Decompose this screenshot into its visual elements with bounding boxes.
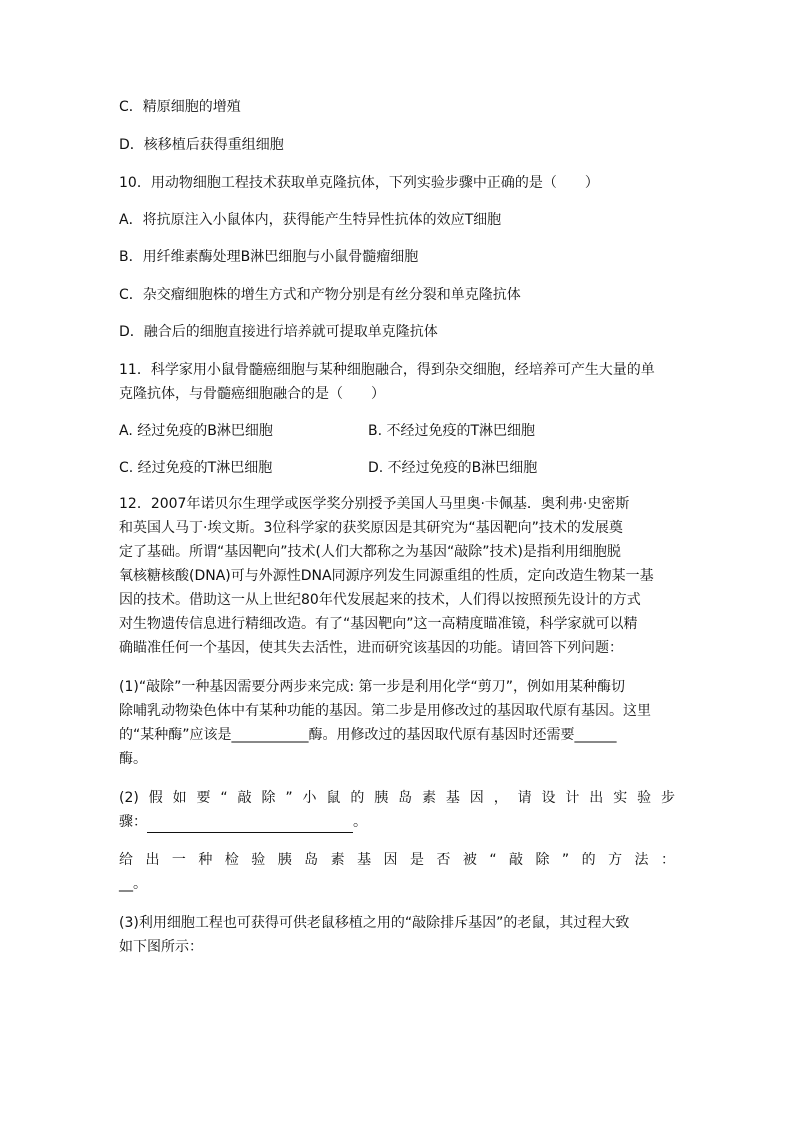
q9-option-c: C．精原细胞的增殖 [119, 99, 241, 115]
text: 。 [353, 814, 367, 830]
q9-option-d: D．核移植后获得重组细胞 [119, 137, 284, 153]
q12-sub1-line: (1)“敲除”一种基因需要分两步来完成: 第一步是利用化学“剪刀”，例如用某种酶切 [119, 679, 626, 695]
q11-stem-line2: 克隆抗体，与骨髓癌细胞融合的是（ ） [119, 386, 385, 402]
text: 。 [133, 876, 147, 892]
text: 酶。用修改过的基因取代原有基因时还需要 [308, 727, 575, 743]
q12-sub2-line2 [119, 812, 367, 833]
q12-para-line: 氧核糖核酸(DNA)可与外源性DNA同源序列发生同源重组的性质，定向改造生物某一基 [119, 568, 654, 584]
text: 的“某种酶”应该是 [119, 727, 232, 743]
q11-option-c: C. 经过免疫的T淋巴细胞 [119, 460, 273, 476]
q12-para-line: 确瞄准任何一个基因，使其失去活性，进而研究该基因的功能。请回答下列问题： [119, 640, 623, 656]
q10-option-d: D．融合后的细胞直接进行培养就可提取单克隆抗体 [119, 324, 438, 340]
answer-blank-1[interactable]: ___________ [231, 727, 309, 743]
q12-sub1-line3 [119, 725, 617, 745]
q12-para-line: 因的技术。借助这一从上世纪80年代发展起来的技术，人们得以按照预先设计的方式 [119, 592, 641, 608]
q10-option-b: B．用纤维素酶处理B淋巴细胞与小鼠骨髓瘤细胞 [119, 249, 419, 265]
q12-sub1-line4: 酶。 [119, 751, 147, 767]
q10-option-c: C．杂交瘤细胞株的增生方式和产物分别是有丝分裂和单克隆抗体 [119, 287, 521, 303]
q12-para-line: 对生物遗传信息进行精细改造。有了“基因靶向”这一高精度瞄准镜，科学家就可以精 [119, 616, 638, 632]
q12-para-line: 12．2007年诺贝尔生理学或医学奖分别授予美国人马里奥·卡佩基．奥利弗·史密斯 [119, 496, 630, 512]
answer-blank-method[interactable]: __ [119, 876, 133, 892]
q12-para-line: 定了基础。所谓“基因靶向”技术(人们大都称之为基因“敲除”技术)是指利用细胞脱 [119, 544, 621, 560]
answer-blank-2[interactable]: ______ [574, 727, 617, 743]
q12-sub2-line1: (2)假如要“敲除”小鼠的胰岛素基因，请设计出实验步 [119, 790, 675, 806]
q11-option-a: A. 经过免疫的B淋巴细胞 [119, 423, 273, 439]
text: 骤： [119, 814, 147, 830]
q11-option-b: B. 不经过免疫的T淋巴细胞 [368, 423, 536, 439]
q11-stem-line1: 11．科学家用小鼠骨髓癌细胞与某种细胞融合，得到杂交细胞，经培养可产生大量的单 [119, 362, 655, 378]
q12-para-line: 和英国人马丁·埃文斯。3位科学家的获奖原因是其研究为“基因靶向”技术的发展奠 [119, 520, 623, 536]
q12-sub3-line2: 如下图所示： [119, 939, 203, 955]
q10-option-a: A．将抗原注入小鼠体内，获得能产生特异性抗体的效应T细胞 [119, 212, 502, 228]
answer-blank-steps[interactable] [147, 812, 353, 833]
q12-sub2-line3: 给出一种检验胰岛素基因是否被“敲除”的方法： [119, 852, 675, 868]
q11-option-d: D. 不经过免疫的B淋巴细胞 [368, 460, 538, 476]
q12-sub2-line4 [119, 874, 147, 894]
q10-stem: 10．用动物细胞工程技术获取单克隆抗体，下列实验步骤中正确的是（ ） [119, 175, 599, 191]
q12-sub3-line1: (3)利用细胞工程也可获得可供老鼠移植之用的“敲除排斥基因”的老鼠，其过程大致 [119, 915, 630, 931]
q12-sub1-line: 除哺乳动物染色体中有某种功能的基因。第二步是用修改过的基因取代原有基因。这里 [119, 703, 651, 719]
